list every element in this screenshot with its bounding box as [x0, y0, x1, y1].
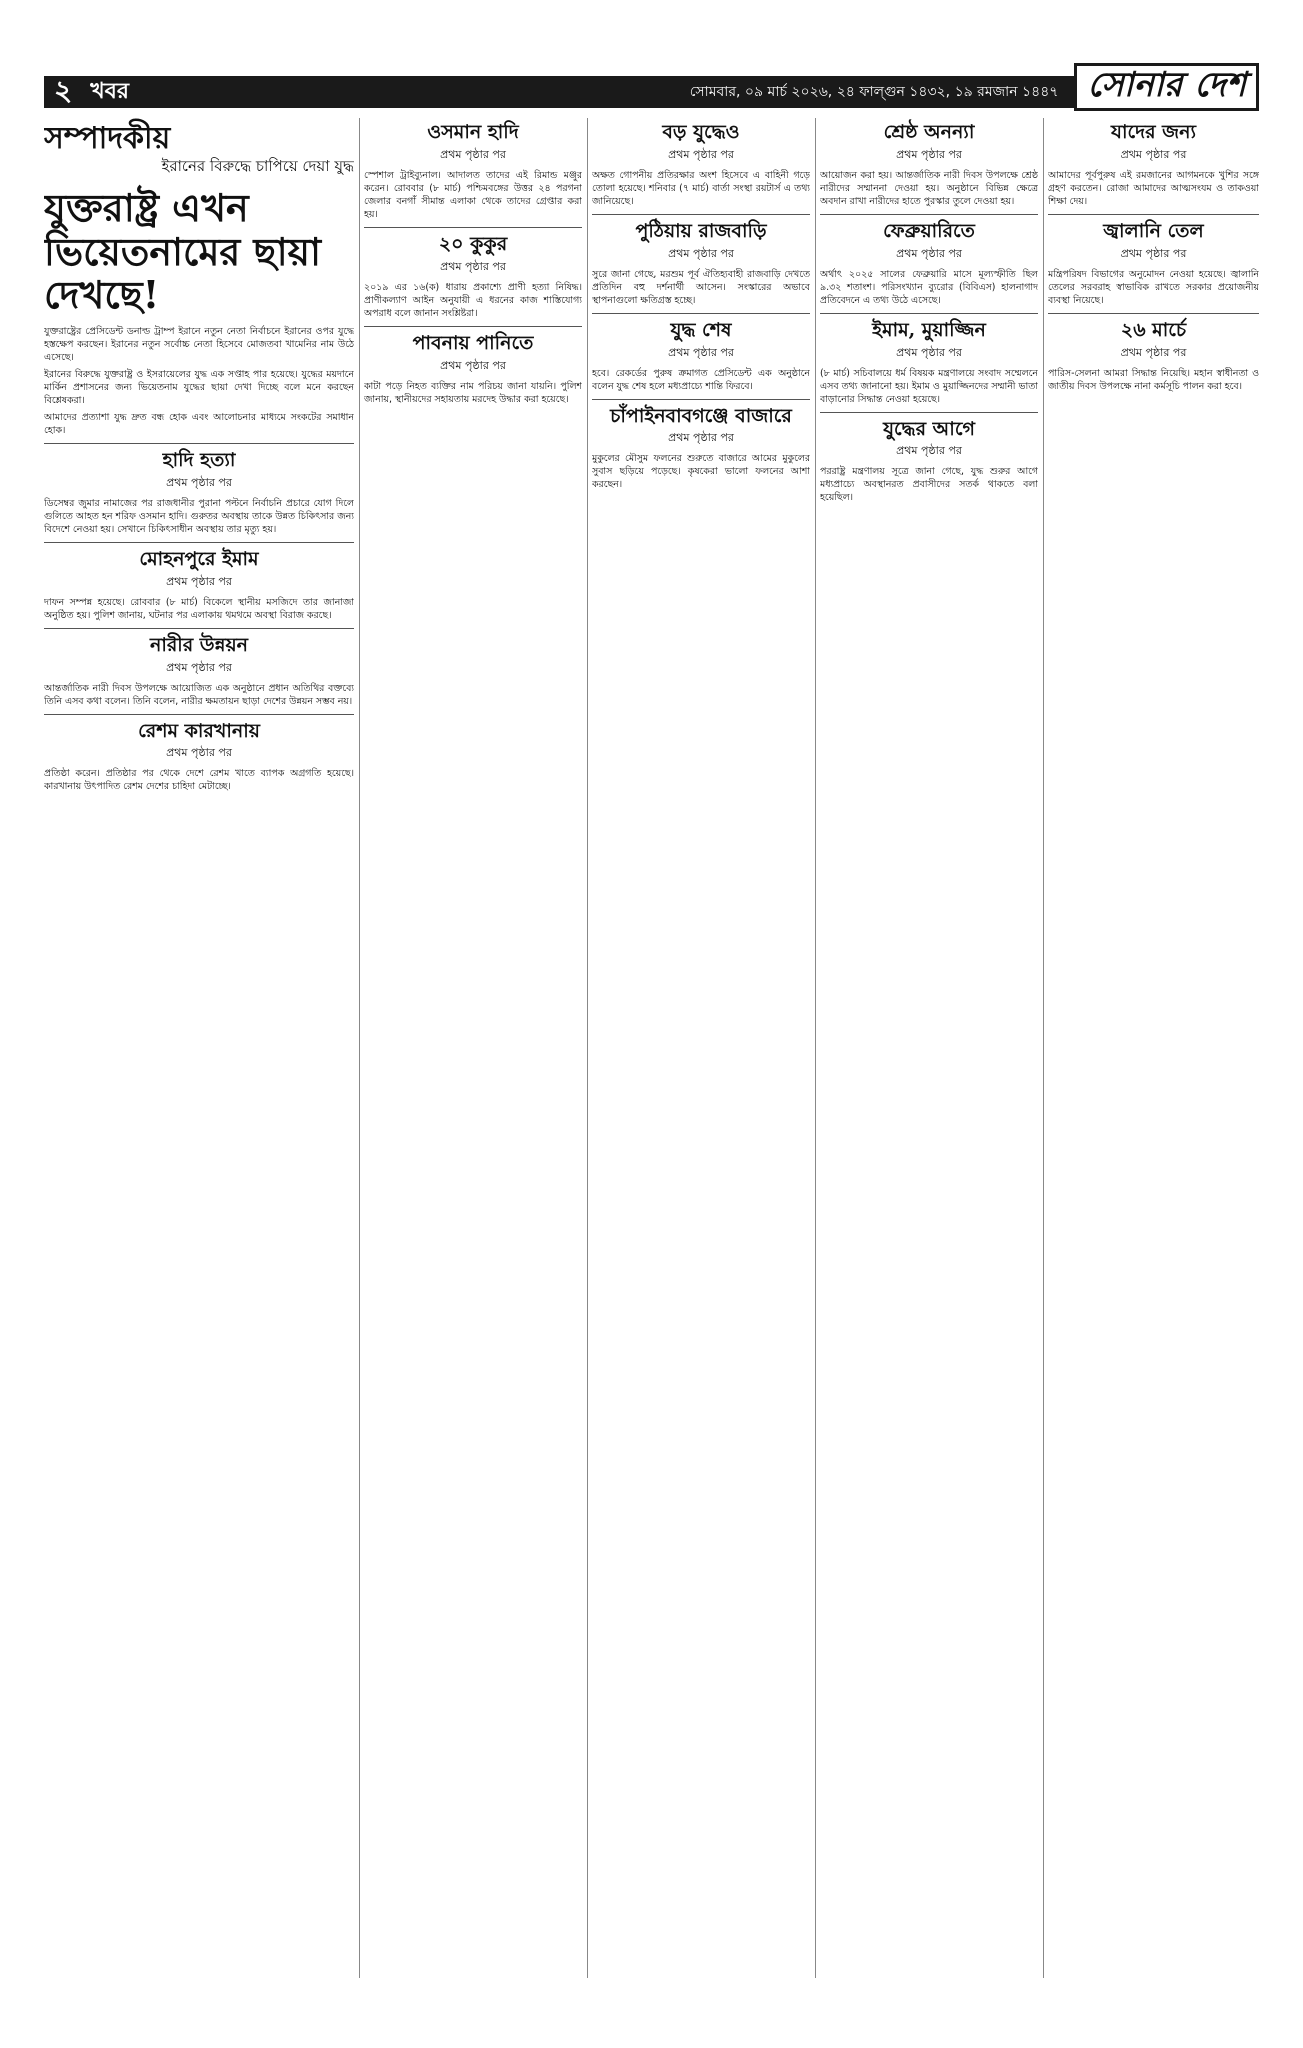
column-1 [44, 118, 354, 1978]
continued-note: প্রথম পৃষ্ঠার পর [668, 147, 734, 161]
story-body: কাটা পড়ে নিহত ব্যক্তির নাম পরিচয় জানা যায়নি। পুলিশ জানায়, স্থানীয়দের সহায়তায় মরদেহ উদ্ধার করা হয়েছে। [364, 380, 582, 405]
story-body: আমাদের পূর্বপুরুষ এই রমজানের আগমনকে খুশির সঙ্গে গ্রহণ করতেন। রোজা আমাদের আত্মসংযম ও তাকওয়া শিক্ষা দেয়। [1048, 169, 1259, 207]
story-body: মন্ত্রিপরিষদ বিভাগের অনুমোদন নেওয়া হয়েছে। জ্বালানি তেলের সরবরাহ স্বাভাবিক রাখতে সরকার প্রয়োজনীয় ব্যবস্থা নিয়েছে। [1048, 268, 1259, 306]
column-rule [587, 118, 588, 1978]
continued-note: প্রথম পৃষ্ঠার পর [440, 259, 506, 273]
dateline: সোমবার, ০৯ মার্চ ২০২৬, ২৪ ফাল্গুন ১৪৩২, ১৯ রমজান ১৪৪৭ [689, 84, 1059, 100]
story-headline: যুদ্ধ শেষ [670, 318, 732, 341]
story-headline: ওসমান হাদি [427, 121, 519, 143]
story-body: প্রতিষ্ঠা করেন। প্রতিষ্ঠার পর থেকে দেশে রেশম খাতে ব্যাপক অগ্রগতি হয়েছে। কারখানায় উৎপাদিত রেশম দেশের চাহিদা মেটাচ্ছে। [44, 768, 354, 793]
section-name: খবর [90, 77, 130, 104]
editorial-headline: যুক্তরাষ্ট্র এখন ভিয়েতনামের ছায়া দেখছে! [44, 185, 322, 318]
continued-note: প্রথম পৃষ্ঠার পর [440, 147, 506, 161]
story-headline: শ্রেষ্ঠ অনন্যা [883, 121, 975, 143]
story-headline: পুঠিয়ায় রাজবাড়ি [635, 219, 767, 242]
column-rule [815, 118, 816, 1978]
continued-note: প্রথম পৃষ্ঠার পর [896, 345, 962, 359]
editorial-kicker: ইরানের বিরুদ্ধে চাপিয়ে দেয়া যুদ্ধ [161, 157, 354, 175]
page-header [44, 64, 1259, 108]
story-body: স্পেশাল ট্রাইব্যুনাল। আদালত তাদের এই রিমান্ড মঞ্জুর করেন। রোববার (৮ মার্চ) পশ্চিমবঙ্গের উত্তর ২৪ পরগনা জেলার বনগাঁ সীমান্ত এলাকা থেকে তাদের গ্রেপ্তার করা হয়। [364, 169, 582, 220]
continued-note: প্রথম পৃষ্ঠার পর [668, 345, 734, 359]
column-4 [820, 118, 1038, 1978]
story-body: ডিসেম্বর জুমার নামাজের পর রাজধানীর পুরানা পল্টনে নির্বাচনি প্রচারে যোগ দিলে গুলিতে আহত হন শরিফ ওসমান হাদি। গুরুতর অবস্থায় তাকে উন্নত চিকিৎসার জন্য বিদেশে নেওয়া হয়। সেখানে চিকিৎসাধীন অবস্থায় তার মৃত্যু হয়। [44, 497, 354, 535]
story-headline: ২৬ মার্চে [1120, 318, 1187, 341]
story-body: হবে। রেকর্ডের পুরুষ ক্রমাগত প্রেসিডেন্ট এক অনুষ্ঠানে বলেন যুদ্ধ শেষ হলে মধ্যপ্রাচ্যে শান্তি ফিরবে। [592, 367, 810, 392]
story-headline: চাঁপাইনবাবগঞ্জে বাজারে [610, 404, 792, 427]
editorial-label: সম্পাদকীয় [44, 121, 171, 156]
story-headline: জ্বালানি তেল [1103, 219, 1204, 242]
continued-note: প্রথম পৃষ্ঠার পর [896, 444, 962, 458]
editorial-paragraph: যুক্তরাষ্ট্রের প্রেসিডেন্ট ডনাল্ড ট্রাম্প ইরানে নতুন নেতা নির্বাচনে ইরানের ওপর যুদ্ধে হস্তক্ষেপ করছেন। ইরানের নতুন সর্বোচ্চ নেতা হিসেবে মোজতবা খামেনির নাম উঠে এসেছে। [44, 326, 354, 364]
editorial-paragraph: ইরানের বিরুদ্ধে যুক্তরাষ্ট্র ও ইসরায়েলের যুদ্ধ এক সপ্তাহ পার হয়েছে। যুদ্ধের ময়দানে মার্কিন প্রশাসনের জন্য ভিয়েতনাম যুদ্ধের ছায়া দেখা দিচ্ছে বলে মনে করছেন বিশ্লেষকরা। [44, 369, 354, 407]
column-2 [364, 118, 582, 1978]
story-body: অর্থাৎ ২০২৫ সালের ফেব্রুয়ারি মাসে মূল্যস্ফীতি ছিল ৯.৩২ শতাংশ। পরিসংখ্যান ব্যুরোর (বিবিএস) হালনাগাদ প্রতিবেদনে এ তথ্য উঠে এসেছে। [820, 268, 1038, 306]
continued-note: প্রথম পৃষ্ঠার পর [166, 574, 232, 588]
story-body: আন্তর্জাতিক নারী দিবস উপলক্ষে আয়োজিত এক অনুষ্ঠানে প্রধান অতিথির বক্তব্যে তিনি এসব কথা বলেন। তিনি বলেন, নারীর ক্ষমতায়ন ছাড়া দেশের উন্নয়ন সম্ভব নয়। [44, 682, 354, 707]
story-headline: নারীর উন্নয়ন [150, 633, 248, 656]
story-headline: মোহনপুরে ইমাম [139, 547, 259, 570]
story-body: আয়োজন করা হয়। আন্তর্জাতিক নারী দিবস উপলক্ষে শ্রেষ্ঠ নারীদের সম্মাননা দেওয়া হয়। অনুষ্ঠানে বিভিন্ন ক্ষেত্রে অবদান রাখা নারীদের হাতে পুরস্কার তুলে দেওয়া হয়। [820, 169, 1038, 207]
story-body: মুকুলের মৌসুম ফলনের শুরুতে বাজারে আমের মুকুলের সুবাস ছড়িয়ে পড়েছে। কৃষকেরা ভালো ফলনের আশা করছেন। [592, 453, 810, 491]
column-rule [1043, 118, 1044, 1978]
column-5 [1048, 118, 1259, 1978]
continued-note: প্রথম পৃষ্ঠার পর [668, 431, 734, 445]
story-body: অক্ষত গোপনীয় প্রতিরক্ষার অংশ হিসেবে এ বাহিনী গড়ে তোলা হয়েছে। শনিবার (৭ মার্চ) বার্তা সংস্থা রয়টার্স এ তথ্য জানিয়েছে। [592, 169, 810, 207]
continued-note: প্রথম পৃষ্ঠার পর [166, 660, 232, 674]
continued-note: প্রথম পৃষ্ঠার পর [440, 358, 506, 372]
story-body: পররাষ্ট্র মন্ত্রণালয় সূত্রে জানা গেছে, যুদ্ধ শুরুর আগে মধ্যপ্রাচ্যে অবস্থানরত প্রবাসীদের সতর্ক থাকতে বলা হয়েছিল। [820, 466, 1038, 504]
story-body: (৮ মার্চ) সচিবালয়ে ধর্ম বিষয়ক মন্ত্রণালয়ে সংবাদ সম্মেলনে এসব তথ্য জানানো হয়। ইমাম ও মুয়াজ্জিনদের সম্মানী ভাতা বাড়ানোর সিদ্ধান্ত নেওয়া হয়েছে। [820, 367, 1038, 405]
story-body: পারিস-সেলনা আমরা সিদ্ধান্ত নিয়েছি। মহান স্বাধীনতা ও জাতীয় দিবস উপলক্ষে নানা কর্মসূচি পালন করা হবে। [1048, 367, 1259, 392]
continued-note: প্রথম পৃষ্ঠার পর [1120, 345, 1187, 359]
continued-note: প্রথম পৃষ্ঠার পর [668, 246, 734, 260]
continued-note: প্রথম পৃষ্ঠার পর [166, 746, 232, 760]
column-rule [359, 118, 360, 1978]
masthead-logo: সোনার দেশ [1074, 63, 1259, 111]
editorial-paragraph: আমাদের প্রত্যাশা যুদ্ধ দ্রুত বন্ধ হোক এবং আলোচনার মাধ্যমে সংকটের সমাধান হোক। [44, 412, 354, 437]
column-3 [592, 118, 810, 1978]
story-headline: হাদি হত্যা [162, 449, 236, 472]
story-headline: বড় যুদ্ধেও [662, 121, 740, 143]
story-headline: ফেব্রুয়ারিতে [883, 219, 975, 242]
story-body: দাফন সম্পন্ন হয়েছে। রোববার (৮ মার্চ) বিকেলে স্থানীয় মসজিদে তার জানাজা অনুষ্ঠিত হয়। পুলিশ জানায়, ঘটনার পর এলাকায় থমথমে অবস্থা বিরাজ করছে। [44, 596, 354, 621]
page-number: ২ [54, 73, 73, 107]
story-headline: যাদের জন্য [1111, 121, 1196, 143]
continued-note: প্রথম পৃষ্ঠার পর [896, 246, 962, 260]
story-headline: ইমাম, মুয়াজ্জিন [872, 318, 986, 341]
continued-note: প্রথম পৃষ্ঠার পর [166, 475, 232, 489]
story-body: ২০১৯ এর ১৬(ক) ধারায় প্রকাশ্যে প্রাণী হত্যা নিষিদ্ধ। প্রাণীকল্যাণ আইন অনুযায়ী এ ধরনের কাজ শাস্তিযোগ্য অপরাধ বলে জানান সংশ্লিষ্টরা। [364, 281, 582, 319]
story-headline: রেশম কারখানায় [138, 719, 260, 742]
continued-note: প্রথম পৃষ্ঠার পর [896, 147, 962, 161]
story-headline: পাবনায় পানিতে [412, 331, 534, 354]
story-headline: ২০ কুকুর [438, 232, 508, 255]
continued-note: প্রথম পৃষ্ঠার পর [1120, 246, 1187, 260]
story-body: সুরে জানা গেছে, মরশুম পূর্ব ঐতিহ্যবাহী রাজবাড়ি দেখতে প্রতিদিন বহু দর্শনার্থী আসেন। সংস্কারের অভাবে স্থাপনাগুলো ক্ষতিগ্রস্ত হচ্ছে। [592, 268, 810, 306]
continued-note: প্রথম পৃষ্ঠার পর [1120, 147, 1187, 161]
story-headline: যুদ্ধের আগে [883, 417, 975, 440]
